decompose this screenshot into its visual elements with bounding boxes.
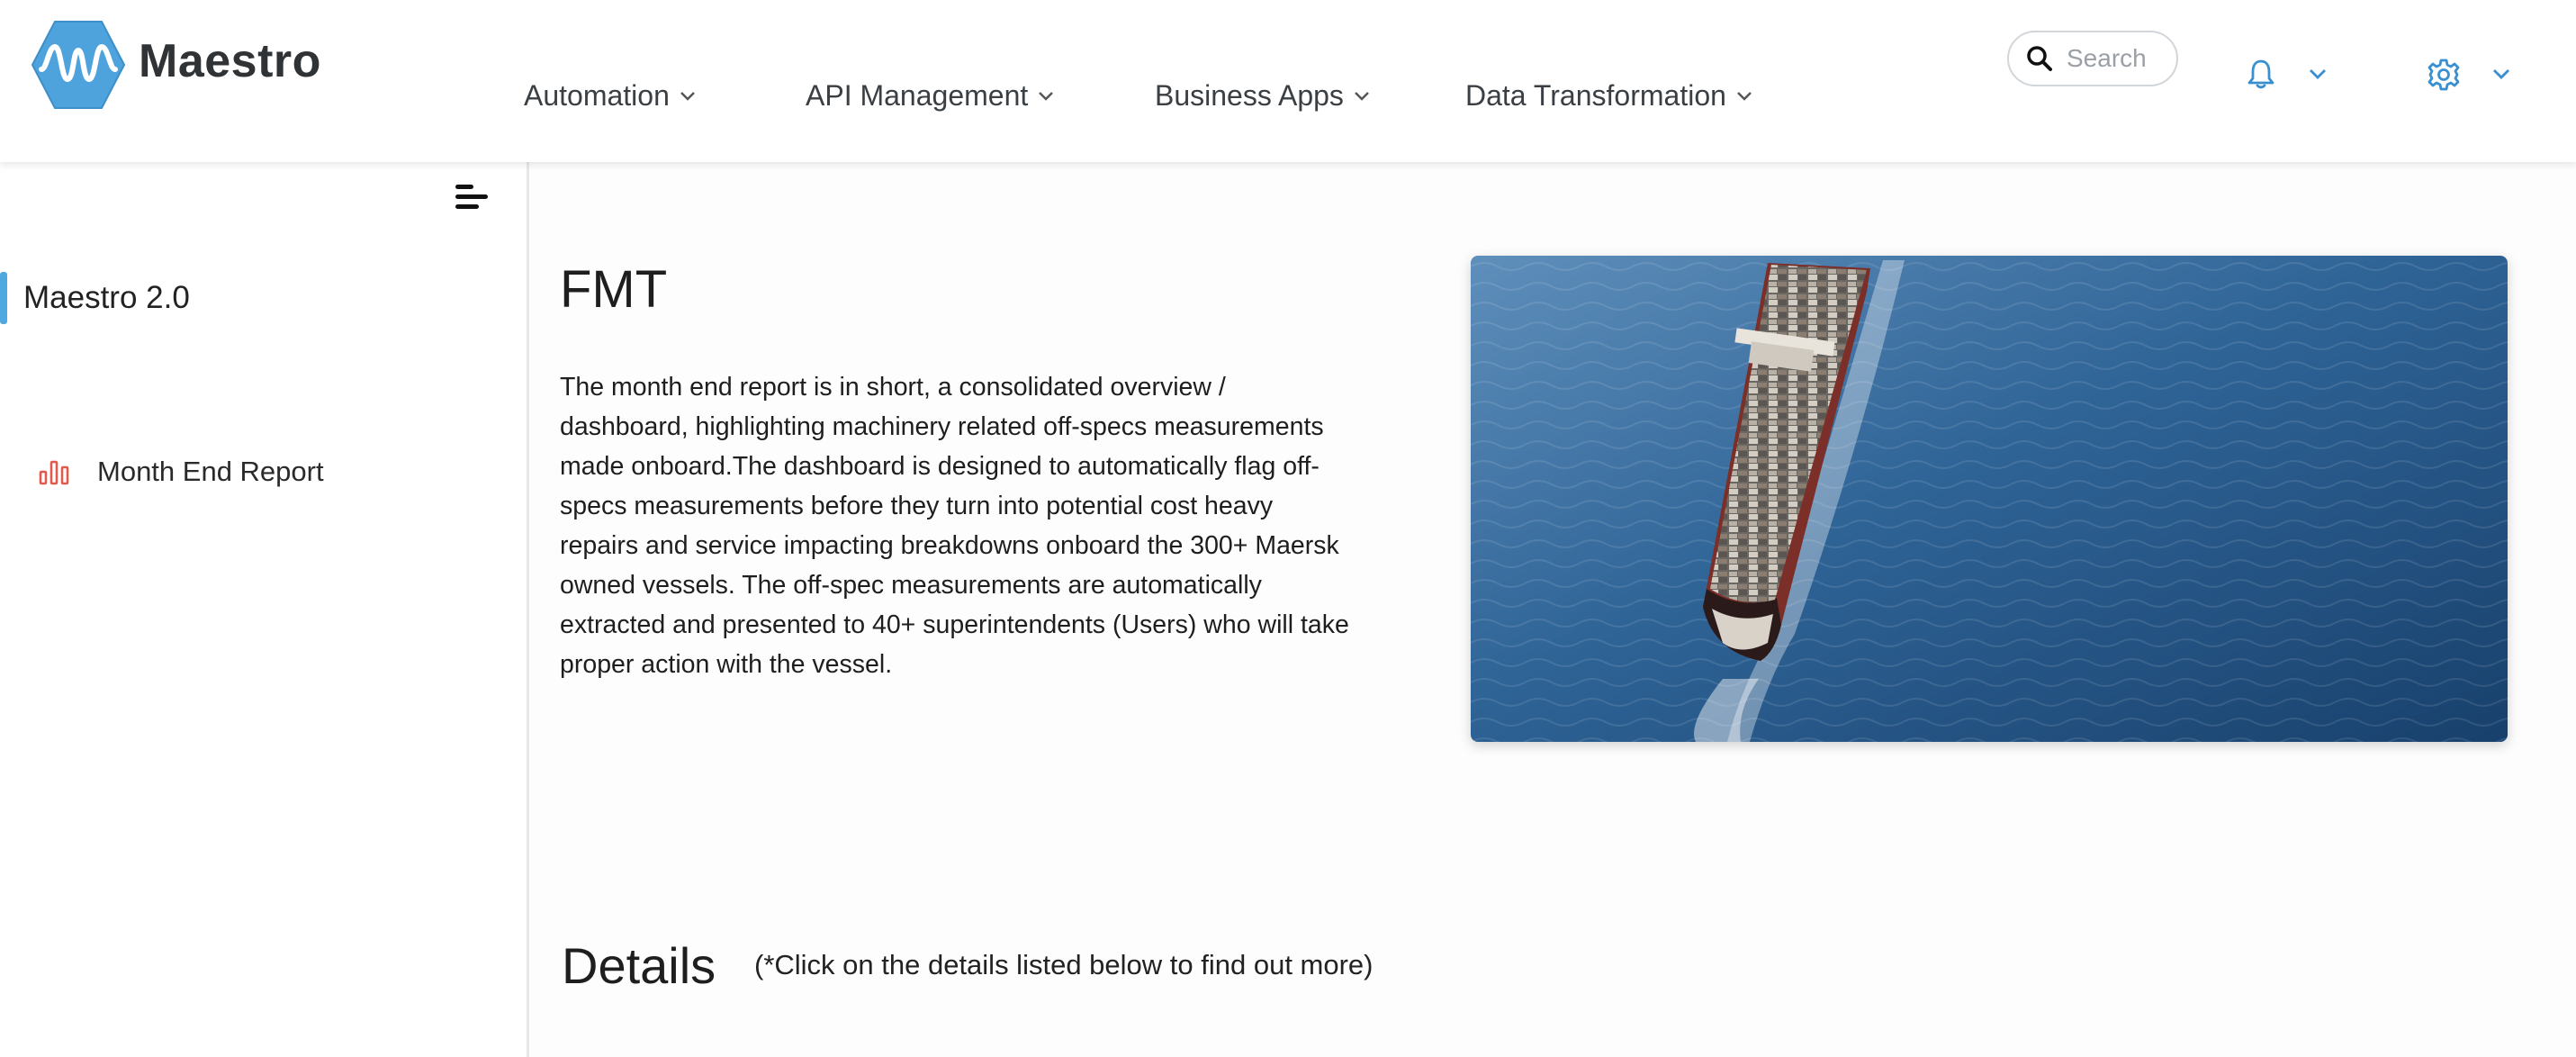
details-heading: Details (562, 937, 716, 994)
active-indicator (0, 272, 7, 324)
sidebar (0, 162, 529, 1057)
nav-label: Automation (524, 78, 670, 112)
settings-dropdown-chevron-icon[interactable] (2491, 67, 2511, 81)
search-input[interactable] (2065, 43, 2167, 74)
nav-label: Data Transformation (1465, 78, 1726, 112)
bar-chart-icon (38, 456, 70, 487)
chevron-down-icon (1037, 89, 1055, 102)
nav-api-management[interactable] (806, 76, 1055, 115)
sidebar-item-label: Month End Report (97, 456, 324, 487)
collapse-sidebar-icon[interactable] (454, 182, 490, 212)
chevron-down-icon (1735, 89, 1753, 102)
chevron-down-icon (679, 89, 697, 102)
notifications-dropdown-chevron-icon[interactable] (2308, 67, 2328, 81)
search-box[interactable] (2007, 31, 2178, 86)
details-hint: (*Click on the details listed below to find out more) (754, 949, 1374, 980)
maestro-logo-icon[interactable] (31, 20, 126, 110)
top-navbar (0, 0, 2576, 162)
nav-business-apps[interactable] (1155, 76, 1371, 115)
chevron-down-icon (1353, 89, 1371, 102)
main-content (529, 162, 2576, 1057)
sidebar-section-label: Maestro 2.0 (23, 280, 190, 315)
nav-data-transformation[interactable] (1465, 76, 1753, 115)
nav-label: Business Apps (1155, 78, 1344, 112)
bell-icon[interactable] (2245, 58, 2277, 90)
sidebar-section-maestro[interactable] (0, 272, 360, 324)
container-ship-image (1471, 256, 2508, 742)
nav-label: API Management (806, 78, 1029, 112)
gear-icon[interactable] (2427, 58, 2461, 92)
search-icon (2025, 44, 2054, 73)
page-description: The month end report is in short, a consolidated overview / dashboard, highlighting machinery related off-specs measurements made onboard.The dashboard is designed to automatically flag off-specs measurements before they turn into potential cost heavy repairs and service impacting breakdowns onboard the 300+ Maersk owned vessels. The off-spec measurements are automatically extracted and presented to 40+ superintendents (Users) who will take proper action with the vessel. (560, 373, 1349, 679)
brand-name[interactable]: Maestro (139, 35, 321, 87)
page-title: FMT (560, 260, 668, 319)
nav-automation[interactable] (524, 76, 697, 115)
sidebar-item-month-end-report[interactable] (38, 447, 324, 497)
